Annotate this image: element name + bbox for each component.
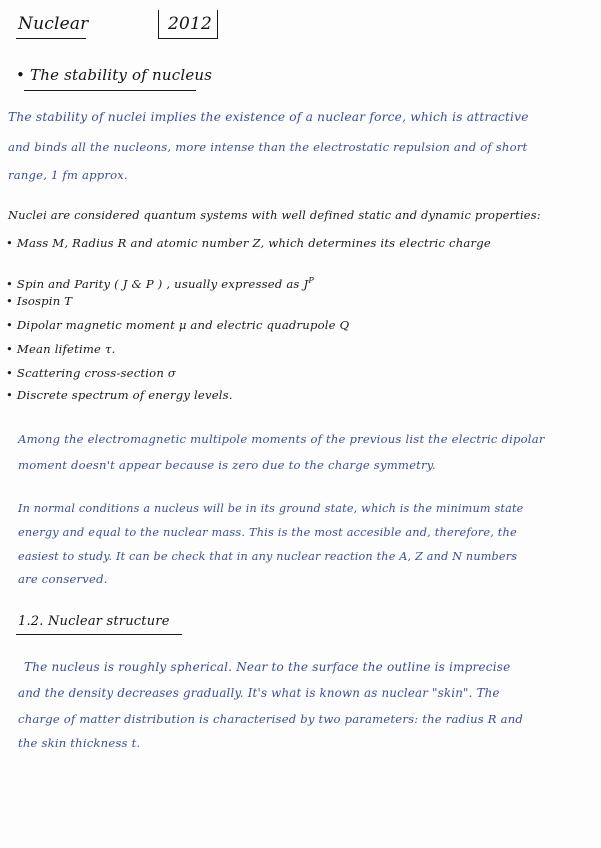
paragraph-line: moment doesn't appear because is zero due to the charge symmetry.	[18, 458, 436, 472]
paragraph-line: Among the electromagnetic multipole moments of the previous list the electric dipolar	[18, 432, 545, 446]
property-item: • Spin and Parity ( J & P ) , usually expressed as $J^P$	[6, 276, 314, 291]
paragraph-line: The nucleus is roughly spherical. Near to the surface the outline is imprecise	[24, 660, 511, 674]
section2-heading-underline	[16, 634, 182, 635]
property-item: • Mean lifetime τ.	[6, 342, 116, 356]
paragraph-line: are conserved.	[18, 572, 108, 586]
property-item: • Mass M, Radius R and atomic number Z, which determines its electric charge	[6, 236, 491, 250]
paragraph-line: The stability of nuclei implies the existence of a nuclear force, which is attractive	[8, 110, 529, 124]
paragraph-line: energy and equal to the nuclear mass. This is the most accesible and, therefore, the	[18, 526, 517, 539]
section-heading-stability: • The stability of nucleus	[16, 66, 213, 84]
property-item: • Discrete spectrum of energy levels.	[6, 388, 233, 402]
paragraph-line: In normal conditions a nucleus will be in its ground state, which is the minimum state	[18, 502, 524, 515]
title-underline	[16, 38, 86, 39]
property-item: • Scattering cross-section σ	[6, 366, 177, 380]
page-year: 2012	[168, 14, 213, 34]
paragraph-line: range, 1 fm approx.	[8, 168, 128, 182]
section-heading-nuclear-structure: 1.2. Nuclear structure	[18, 614, 170, 629]
paragraph-line: and binds all the nucleons, more intense than the electrostatic repulsion and of short	[8, 140, 528, 154]
paragraph-line: the skin thickness t.	[18, 736, 141, 750]
paragraph-line: easiest to study. It can be check that in any nuclear reaction the A, Z and N numbers	[18, 550, 518, 563]
section-heading-underline	[24, 90, 196, 91]
parity-superscript: P	[308, 276, 314, 285]
paragraph-line: charge of matter distribution is characterised by two parameters: the radius R and	[18, 712, 524, 726]
paragraph-line: and the density decreases gradually. It's what is known as nuclear "skin". The	[18, 686, 500, 700]
properties-intro: Nuclei are considered quantum systems with well defined static and dynamic properties:	[8, 208, 541, 222]
page-title: Nuclear	[18, 14, 89, 34]
property-item: • Dipolar magnetic moment μ and electric quadrupole Q	[6, 318, 350, 332]
property-item: • Isospin T	[6, 294, 73, 308]
